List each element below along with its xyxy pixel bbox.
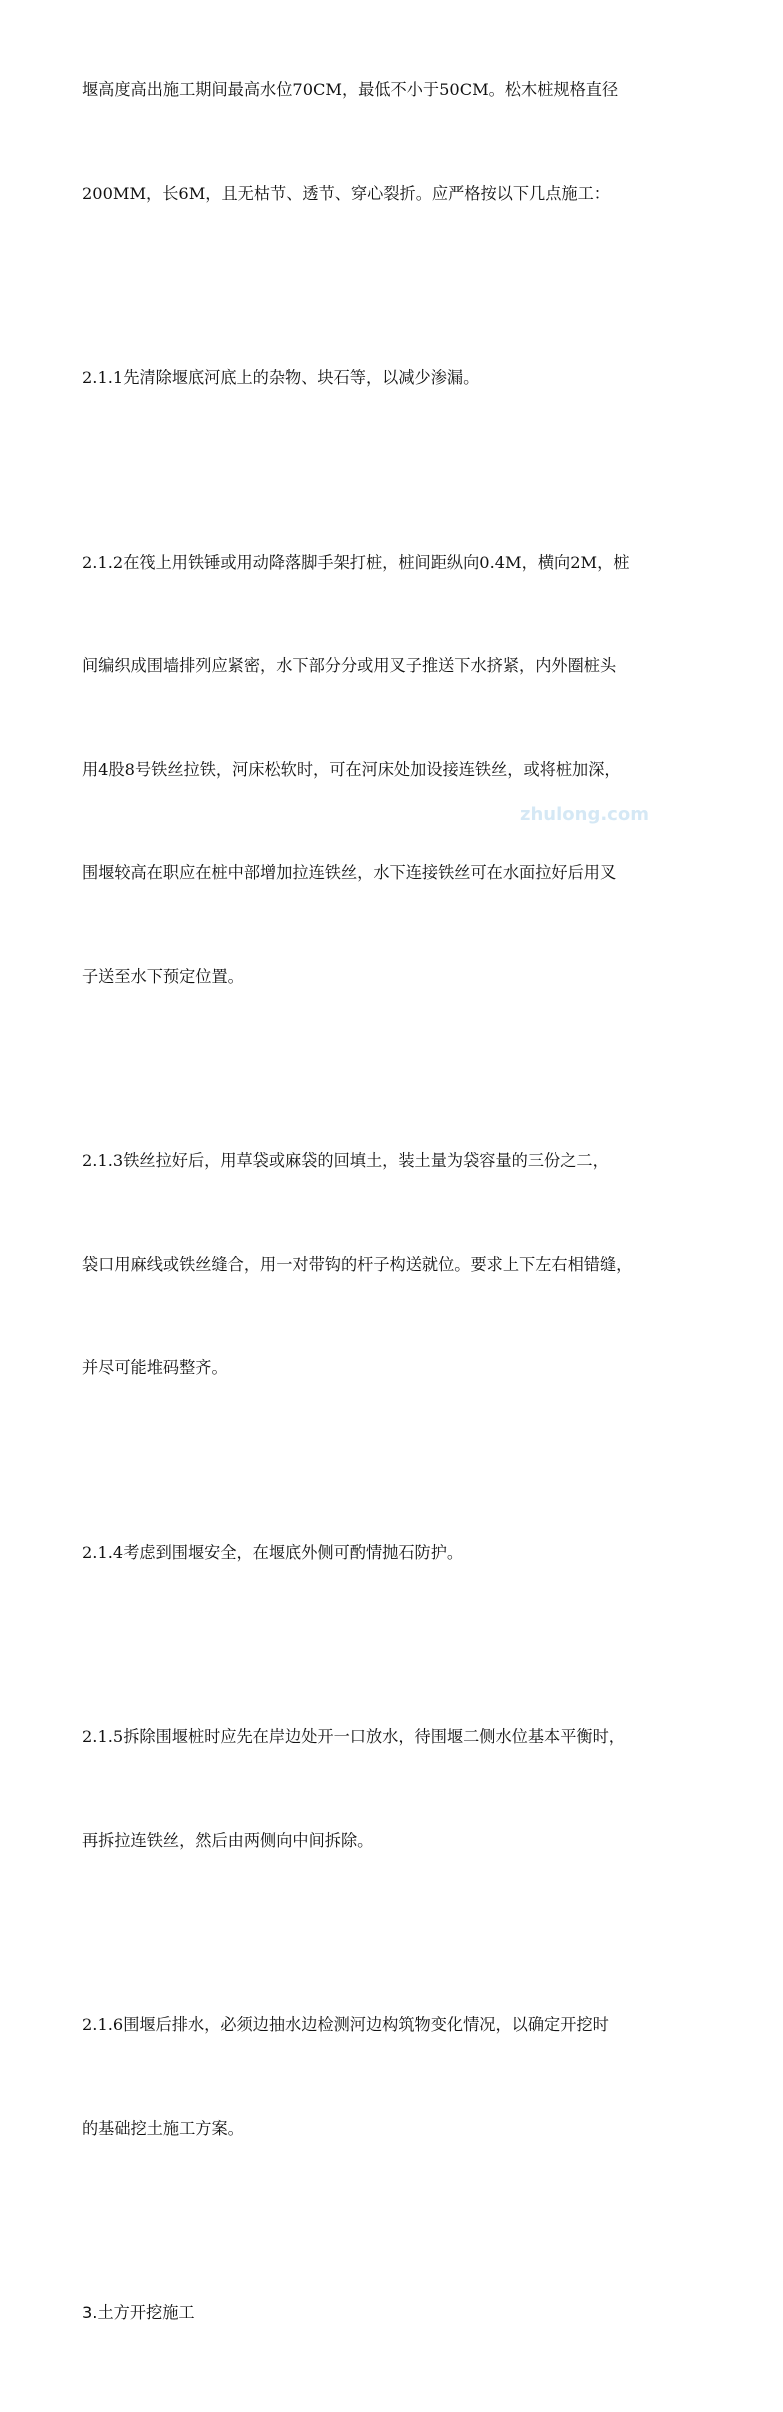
text-line: 袋口用麻线或铁丝缝合，用一对带钩的杆子构送就位。要求上下左右相错缝， (82, 1254, 633, 1274)
text-line: 2.1.2在筏上用铁锤或用动降落脚手架打桩，桩间距纵向0.4M，横向2M，桩 (82, 552, 630, 572)
text-line: 的基础挖土施工方案。 (82, 2118, 244, 2138)
text-line: 间编织成围墙排列应紧密，水下部分分或用叉子推送下水挤紧，内外圈桩头 (82, 656, 617, 675)
text-line: 2.1.6围堰后排水，必须边抽水边检测河边构筑物变化情况，以确定开挖时 (82, 2015, 609, 2034)
paragraph-2-1-1 (82, 292, 702, 465)
text-line: 子送至水下预定位置。 (82, 966, 244, 986)
paragraph-2-1-3 (82, 1075, 702, 1455)
paragraph-intro (82, 4, 702, 280)
text-line: 200MM，长6M，且无枯节、透节、穿心裂折。应严格按以下几点施工： (82, 183, 610, 203)
watermark: zhulong.com (520, 804, 649, 825)
text-line: 围堰较高在职应在桩中部增加拉连铁丝，水下连接铁丝可在水面拉好后用叉 (82, 863, 617, 882)
paragraph-2-1-5 (82, 1651, 702, 1927)
text-line: 2.1.4考虑到围堰安全，在堰底外侧可酌情抛石防护。 (82, 1542, 464, 1562)
section-heading (82, 2227, 702, 2400)
text-line: 2.1.1先清除堰底河底上的杂物、块石等，以减少渗漏。 (82, 368, 480, 387)
heading-text: 3.土方开挖施工 (82, 2303, 195, 2322)
paragraph-2-1-4 (82, 1467, 702, 1640)
text-line: 2.1.3铁丝拉好后，用草袋或麻袋的回填土，装土量为袋容量的三份之二， (82, 1151, 609, 1170)
paragraph-2-1-2 (82, 477, 702, 1064)
paragraph-2-1-6 (82, 1939, 702, 2215)
text-line: 并尽可能堆码整齐。 (82, 1358, 228, 1377)
text-line: 2.1.5拆除围堰桩时应先在岸边处开一口放水，待围堰二侧水位基本平衡时， (82, 1727, 625, 1746)
text-line: 用4股8号铁丝拉铁，河床松软时，可在河床处加设接连铁丝，或将桩加深， (82, 759, 621, 779)
text-line: 再拆拉连铁丝，然后由两侧向中间拆除。 (82, 1830, 374, 1850)
text-line: 堰高度高出施工期间最高水位70CM，最低不小于50CM。松木桩规格直径 (82, 80, 619, 99)
document-body (82, 4, 702, 2412)
